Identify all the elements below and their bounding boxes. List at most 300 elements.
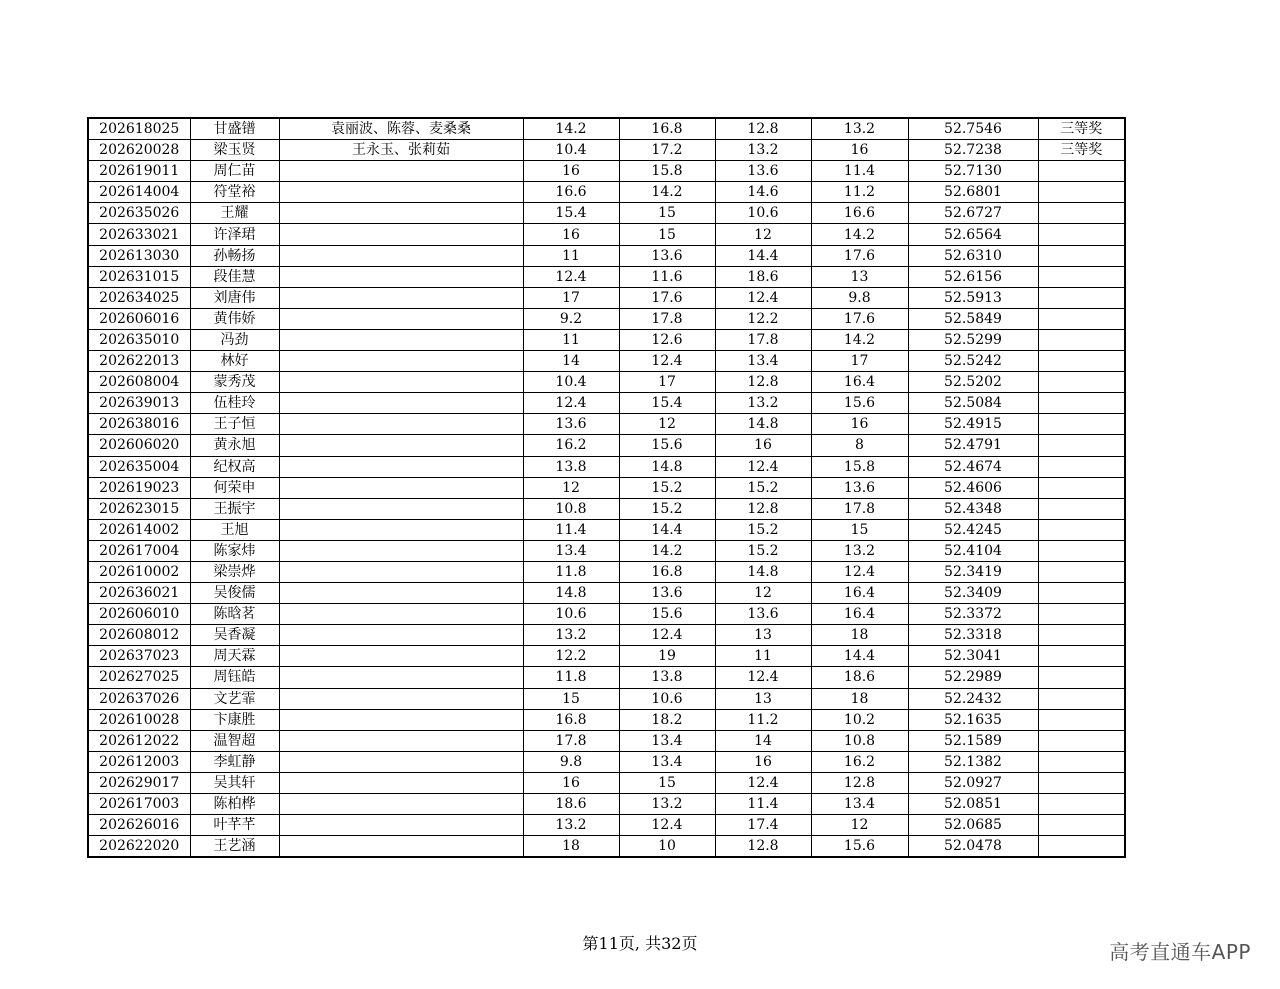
score4-cell: 16 <box>811 414 908 435</box>
total-score-cell: 52.6310 <box>908 245 1038 266</box>
student-id-cell: 202612022 <box>88 730 190 751</box>
score2-cell: 12.4 <box>619 625 715 646</box>
teacher-cell <box>279 688 523 709</box>
score3-cell: 17.4 <box>715 815 811 836</box>
score2-cell: 14.8 <box>619 456 715 477</box>
score3-cell: 14.6 <box>715 182 811 203</box>
student-id-cell: 202608012 <box>88 625 190 646</box>
score1-cell: 14.2 <box>523 118 619 140</box>
student-id-cell: 202614004 <box>88 182 190 203</box>
score1-cell: 15.4 <box>523 203 619 224</box>
student-id-cell: 202639013 <box>88 393 190 414</box>
score4-cell: 13 <box>811 266 908 287</box>
teacher-cell <box>279 245 523 266</box>
score1-cell: 13.4 <box>523 540 619 561</box>
award-cell <box>1038 266 1125 287</box>
score3-cell: 13 <box>715 625 811 646</box>
award-cell <box>1038 456 1125 477</box>
student-id-cell: 202619011 <box>88 161 190 182</box>
score4-cell: 15 <box>811 519 908 540</box>
award-cell <box>1038 414 1125 435</box>
name-cell: 吴俊儒 <box>190 583 279 604</box>
table-row <box>88 561 1125 582</box>
teacher-cell <box>279 393 523 414</box>
score3-cell: 13 <box>715 688 811 709</box>
table-row <box>88 182 1125 203</box>
award-cell <box>1038 477 1125 498</box>
score4-cell: 12.8 <box>811 772 908 793</box>
score3-cell: 11.4 <box>715 794 811 815</box>
score2-cell: 19 <box>619 646 715 667</box>
score1-cell: 15 <box>523 688 619 709</box>
score4-cell: 11.2 <box>811 182 908 203</box>
name-cell: 冯劲 <box>190 329 279 350</box>
teacher-cell <box>279 815 523 836</box>
name-cell: 卞康胜 <box>190 709 279 730</box>
name-cell: 李虹静 <box>190 751 279 772</box>
score3-cell: 13.4 <box>715 351 811 372</box>
teacher-cell <box>279 456 523 477</box>
total-score-cell: 52.5202 <box>908 372 1038 393</box>
score3-cell: 12 <box>715 224 811 245</box>
award-cell <box>1038 498 1125 519</box>
teacher-cell <box>279 604 523 625</box>
student-id-cell: 202623015 <box>88 498 190 519</box>
score4-cell: 15.8 <box>811 456 908 477</box>
score1-cell: 17 <box>523 287 619 308</box>
table-row <box>88 667 1125 688</box>
score4-cell: 13.2 <box>811 118 908 140</box>
total-score-cell: 52.0685 <box>908 815 1038 836</box>
score1-cell: 11.8 <box>523 667 619 688</box>
table-row <box>88 836 1125 858</box>
score1-cell: 10.6 <box>523 604 619 625</box>
table-row <box>88 730 1125 751</box>
name-cell: 孙畅扬 <box>190 245 279 266</box>
teacher-cell <box>279 266 523 287</box>
student-id-cell: 202622020 <box>88 836 190 858</box>
table-row <box>88 308 1125 329</box>
total-score-cell: 52.2432 <box>908 688 1038 709</box>
score2-cell: 15.8 <box>619 161 715 182</box>
student-id-cell: 202620028 <box>88 140 190 161</box>
total-score-cell: 52.7130 <box>908 161 1038 182</box>
score4-cell: 16.4 <box>811 583 908 604</box>
name-cell: 王旭 <box>190 519 279 540</box>
award-cell <box>1038 604 1125 625</box>
student-id-cell: 202613030 <box>88 245 190 266</box>
table-row <box>88 477 1125 498</box>
table-row <box>88 751 1125 772</box>
name-cell: 甘盛镨 <box>190 118 279 140</box>
score3-cell: 17.8 <box>715 329 811 350</box>
table-row <box>88 372 1125 393</box>
score2-cell: 15.6 <box>619 435 715 456</box>
score4-cell: 18 <box>811 688 908 709</box>
score2-cell: 15 <box>619 203 715 224</box>
student-id-cell: 202635010 <box>88 329 190 350</box>
teacher-cell <box>279 372 523 393</box>
student-id-cell: 202635004 <box>88 456 190 477</box>
teacher-cell <box>279 351 523 372</box>
table-row <box>88 794 1125 815</box>
award-cell <box>1038 372 1125 393</box>
name-cell: 周天霖 <box>190 646 279 667</box>
award-cell <box>1038 646 1125 667</box>
score4-cell: 14.4 <box>811 646 908 667</box>
score2-cell: 15.6 <box>619 604 715 625</box>
score1-cell: 10.4 <box>523 372 619 393</box>
teacher-cell <box>279 540 523 561</box>
name-cell: 黄伟娇 <box>190 308 279 329</box>
name-cell: 许泽珺 <box>190 224 279 245</box>
award-cell <box>1038 182 1125 203</box>
score1-cell: 10.8 <box>523 498 619 519</box>
total-score-cell: 52.0927 <box>908 772 1038 793</box>
score1-cell: 17.8 <box>523 730 619 751</box>
score2-cell: 12 <box>619 414 715 435</box>
score1-cell: 18 <box>523 836 619 858</box>
score4-cell: 14.2 <box>811 224 908 245</box>
score2-cell: 13.6 <box>619 583 715 604</box>
award-cell <box>1038 561 1125 582</box>
student-id-cell: 202606016 <box>88 308 190 329</box>
teacher-cell <box>279 308 523 329</box>
name-cell: 吴香凝 <box>190 625 279 646</box>
student-id-cell: 202606020 <box>88 435 190 456</box>
score4-cell: 17 <box>811 351 908 372</box>
table-row <box>88 583 1125 604</box>
name-cell: 陈柏桦 <box>190 794 279 815</box>
score3-cell: 15.2 <box>715 540 811 561</box>
table-row <box>88 351 1125 372</box>
total-score-cell: 52.5299 <box>908 329 1038 350</box>
name-cell: 陈晗茗 <box>190 604 279 625</box>
name-cell: 何荣申 <box>190 477 279 498</box>
total-score-cell: 52.0478 <box>908 836 1038 858</box>
score1-cell: 13.6 <box>523 414 619 435</box>
award-cell <box>1038 709 1125 730</box>
score4-cell: 16 <box>811 140 908 161</box>
score4-cell: 10.2 <box>811 709 908 730</box>
teacher-cell <box>279 646 523 667</box>
score3-cell: 13.6 <box>715 604 811 625</box>
score1-cell: 9.8 <box>523 751 619 772</box>
score1-cell: 11.8 <box>523 561 619 582</box>
score1-cell: 13.2 <box>523 815 619 836</box>
student-id-cell: 202617003 <box>88 794 190 815</box>
score4-cell: 11.4 <box>811 161 908 182</box>
score3-cell: 14 <box>715 730 811 751</box>
score3-cell: 12.2 <box>715 308 811 329</box>
total-score-cell: 52.3409 <box>908 583 1038 604</box>
award-cell <box>1038 435 1125 456</box>
score2-cell: 13.4 <box>619 730 715 751</box>
name-cell: 王耀 <box>190 203 279 224</box>
score4-cell: 8 <box>811 435 908 456</box>
student-id-cell: 202608004 <box>88 372 190 393</box>
table-row <box>88 772 1125 793</box>
score2-cell: 17.6 <box>619 287 715 308</box>
score2-cell: 12.4 <box>619 815 715 836</box>
score3-cell: 16 <box>715 435 811 456</box>
score4-cell: 17.6 <box>811 308 908 329</box>
award-cell <box>1038 730 1125 751</box>
teacher-cell <box>279 794 523 815</box>
award-cell <box>1038 351 1125 372</box>
score4-cell: 16.6 <box>811 203 908 224</box>
name-cell: 王子恒 <box>190 414 279 435</box>
teacher-cell <box>279 287 523 308</box>
table-row <box>88 140 1125 161</box>
name-cell: 周钰皓 <box>190 667 279 688</box>
teacher-cell <box>279 182 523 203</box>
name-cell: 梁崇烨 <box>190 561 279 582</box>
watermark-logo-text: 高考直通车APP <box>1109 940 1251 964</box>
award-cell <box>1038 583 1125 604</box>
student-id-cell: 202638016 <box>88 414 190 435</box>
teacher-cell: 袁丽波、陈蓉、麦桑桑 <box>279 118 523 140</box>
score3-cell: 13.2 <box>715 393 811 414</box>
total-score-cell: 52.3372 <box>908 604 1038 625</box>
award-cell <box>1038 772 1125 793</box>
score3-cell: 16 <box>715 751 811 772</box>
student-id-cell: 202637026 <box>88 688 190 709</box>
award-cell: 三等奖 <box>1038 118 1125 140</box>
score1-cell: 16.2 <box>523 435 619 456</box>
score1-cell: 12.4 <box>523 266 619 287</box>
award-cell <box>1038 667 1125 688</box>
name-cell: 段佳慧 <box>190 266 279 287</box>
award-cell <box>1038 224 1125 245</box>
score1-cell: 13.8 <box>523 456 619 477</box>
score2-cell: 12.4 <box>619 351 715 372</box>
score3-cell: 15.2 <box>715 477 811 498</box>
award-cell <box>1038 688 1125 709</box>
student-id-cell: 202606010 <box>88 604 190 625</box>
teacher-cell: 王永玉、张莉茹 <box>279 140 523 161</box>
student-id-cell: 202635026 <box>88 203 190 224</box>
total-score-cell: 52.2989 <box>908 667 1038 688</box>
score1-cell: 12.2 <box>523 646 619 667</box>
score3-cell: 11 <box>715 646 811 667</box>
score3-cell: 12.8 <box>715 498 811 519</box>
table-row <box>88 161 1125 182</box>
award-cell <box>1038 203 1125 224</box>
score1-cell: 11 <box>523 245 619 266</box>
student-id-cell: 202610028 <box>88 709 190 730</box>
score4-cell: 13.2 <box>811 540 908 561</box>
student-id-cell: 202637023 <box>88 646 190 667</box>
score3-cell: 12.8 <box>715 372 811 393</box>
score3-cell: 14.4 <box>715 245 811 266</box>
name-cell: 刘唐伟 <box>190 287 279 308</box>
student-id-cell: 202618025 <box>88 118 190 140</box>
table-row <box>88 456 1125 477</box>
teacher-cell <box>279 435 523 456</box>
teacher-cell <box>279 519 523 540</box>
table-row <box>88 625 1125 646</box>
teacher-cell <box>279 772 523 793</box>
score4-cell: 15.6 <box>811 836 908 858</box>
score2-cell: 17.2 <box>619 140 715 161</box>
total-score-cell: 52.1382 <box>908 751 1038 772</box>
score3-cell: 18.6 <box>715 266 811 287</box>
student-id-cell: 202626016 <box>88 815 190 836</box>
score2-cell: 15 <box>619 224 715 245</box>
score2-cell: 15.4 <box>619 393 715 414</box>
score3-cell: 12 <box>715 583 811 604</box>
total-score-cell: 52.4674 <box>908 456 1038 477</box>
name-cell: 吴其轩 <box>190 772 279 793</box>
total-score-cell: 52.4348 <box>908 498 1038 519</box>
student-id-cell: 202629017 <box>88 772 190 793</box>
award-cell <box>1038 540 1125 561</box>
table-row <box>88 287 1125 308</box>
score2-cell: 14.2 <box>619 540 715 561</box>
name-cell: 陈家炜 <box>190 540 279 561</box>
score4-cell: 12.4 <box>811 561 908 582</box>
score3-cell: 11.2 <box>715 709 811 730</box>
teacher-cell <box>279 730 523 751</box>
teacher-cell <box>279 583 523 604</box>
score3-cell: 10.6 <box>715 203 811 224</box>
score2-cell: 13.4 <box>619 751 715 772</box>
score1-cell: 12 <box>523 477 619 498</box>
score2-cell: 13.8 <box>619 667 715 688</box>
award-cell: 三等奖 <box>1038 140 1125 161</box>
name-cell: 伍桂玲 <box>190 393 279 414</box>
name-cell: 叶芊芊 <box>190 815 279 836</box>
table-row <box>88 393 1125 414</box>
name-cell: 文艺霏 <box>190 688 279 709</box>
score2-cell: 17.8 <box>619 308 715 329</box>
teacher-cell <box>279 561 523 582</box>
student-id-cell: 202622013 <box>88 351 190 372</box>
total-score-cell: 52.4915 <box>908 414 1038 435</box>
score2-cell: 18.2 <box>619 709 715 730</box>
teacher-cell <box>279 203 523 224</box>
name-cell: 梁玉贤 <box>190 140 279 161</box>
total-score-cell: 52.5849 <box>908 308 1038 329</box>
score4-cell: 16.4 <box>811 372 908 393</box>
score3-cell: 12.4 <box>715 287 811 308</box>
score4-cell: 18.6 <box>811 667 908 688</box>
student-id-cell: 202619023 <box>88 477 190 498</box>
score4-cell: 17.8 <box>811 498 908 519</box>
score1-cell: 16 <box>523 224 619 245</box>
results-table <box>87 117 1126 858</box>
score3-cell: 13.2 <box>715 140 811 161</box>
score4-cell: 15.6 <box>811 393 908 414</box>
table-row <box>88 118 1125 140</box>
student-id-cell: 202631015 <box>88 266 190 287</box>
total-score-cell: 52.1635 <box>908 709 1038 730</box>
score2-cell: 14.4 <box>619 519 715 540</box>
score2-cell: 10.6 <box>619 688 715 709</box>
score1-cell: 16 <box>523 772 619 793</box>
score3-cell: 15.2 <box>715 519 811 540</box>
total-score-cell: 52.3419 <box>908 561 1038 582</box>
teacher-cell <box>279 224 523 245</box>
score2-cell: 11.6 <box>619 266 715 287</box>
score1-cell: 13.2 <box>523 625 619 646</box>
total-score-cell: 52.0851 <box>908 794 1038 815</box>
score1-cell: 16.6 <box>523 182 619 203</box>
student-id-cell: 202627025 <box>88 667 190 688</box>
score3-cell: 12.4 <box>715 772 811 793</box>
award-cell <box>1038 393 1125 414</box>
score3-cell: 13.6 <box>715 161 811 182</box>
score4-cell: 9.8 <box>811 287 908 308</box>
name-cell: 王艺涵 <box>190 836 279 858</box>
total-score-cell: 52.6156 <box>908 266 1038 287</box>
table-row <box>88 414 1125 435</box>
total-score-cell: 52.3041 <box>908 646 1038 667</box>
score1-cell: 16 <box>523 161 619 182</box>
score3-cell: 14.8 <box>715 561 811 582</box>
teacher-cell <box>279 751 523 772</box>
score3-cell: 12.4 <box>715 667 811 688</box>
total-score-cell: 52.4104 <box>908 540 1038 561</box>
award-cell <box>1038 245 1125 266</box>
table-row <box>88 519 1125 540</box>
score2-cell: 15 <box>619 772 715 793</box>
name-cell: 温智超 <box>190 730 279 751</box>
teacher-cell <box>279 709 523 730</box>
teacher-cell <box>279 329 523 350</box>
score2-cell: 10 <box>619 836 715 858</box>
table-row <box>88 540 1125 561</box>
name-cell: 黄永旭 <box>190 435 279 456</box>
score2-cell: 17 <box>619 372 715 393</box>
name-cell: 周仁苗 <box>190 161 279 182</box>
total-score-cell: 52.4245 <box>908 519 1038 540</box>
award-cell <box>1038 794 1125 815</box>
total-score-cell: 52.3318 <box>908 625 1038 646</box>
total-score-cell: 52.5242 <box>908 351 1038 372</box>
award-cell <box>1038 308 1125 329</box>
student-id-cell: 202633021 <box>88 224 190 245</box>
score2-cell: 16.8 <box>619 118 715 140</box>
score1-cell: 14 <box>523 351 619 372</box>
teacher-cell <box>279 667 523 688</box>
award-cell <box>1038 161 1125 182</box>
score4-cell: 10.8 <box>811 730 908 751</box>
student-id-cell: 202612003 <box>88 751 190 772</box>
table-row <box>88 498 1125 519</box>
score4-cell: 16.2 <box>811 751 908 772</box>
name-cell: 纪权高 <box>190 456 279 477</box>
table-row <box>88 604 1125 625</box>
score1-cell: 10.4 <box>523 140 619 161</box>
total-score-cell: 52.5084 <box>908 393 1038 414</box>
student-id-cell: 202634025 <box>88 287 190 308</box>
score1-cell: 12.4 <box>523 393 619 414</box>
award-cell <box>1038 836 1125 858</box>
teacher-cell <box>279 498 523 519</box>
score1-cell: 14.8 <box>523 583 619 604</box>
score4-cell: 13.4 <box>811 794 908 815</box>
score4-cell: 13.6 <box>811 477 908 498</box>
award-cell <box>1038 287 1125 308</box>
award-cell <box>1038 751 1125 772</box>
score3-cell: 14.8 <box>715 414 811 435</box>
award-cell <box>1038 815 1125 836</box>
score1-cell: 11.4 <box>523 519 619 540</box>
score3-cell: 12.8 <box>715 836 811 858</box>
score1-cell: 11 <box>523 329 619 350</box>
